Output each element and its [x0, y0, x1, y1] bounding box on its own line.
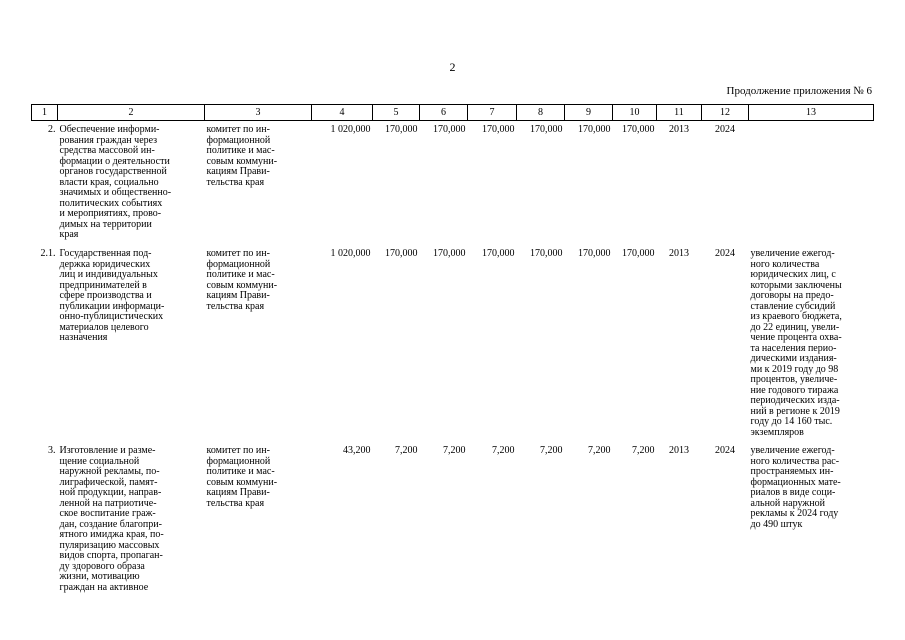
- row-number: 3.: [48, 445, 56, 456]
- year-amount: 170,000: [622, 124, 655, 135]
- total-amount: 1 020,000: [330, 248, 371, 259]
- year-amount: 170,000: [530, 124, 563, 135]
- expected-result: [749, 121, 874, 248]
- total-amount: 43,200: [343, 445, 371, 456]
- column-header: 1: [32, 105, 58, 121]
- column-header: 4: [312, 105, 373, 121]
- year-amount: 7,200: [632, 445, 655, 456]
- year-amount: 7,200: [540, 445, 563, 456]
- year-amount: 170,000: [530, 248, 563, 259]
- total-amount: 1 020,000: [330, 124, 371, 135]
- table-row: [32, 444, 874, 593]
- start-year: 2013: [669, 445, 689, 456]
- column-header: 6: [420, 105, 468, 121]
- column-header: 8: [517, 105, 565, 121]
- executor: комитет по ин- формационной политике и мас- совым коммуни- кациям Прави- тельства края: [206, 124, 278, 188]
- expected-result: увеличение ежегод- ного количества юридических лиц, с которыми заключены договоры на предо- ставление субсидий из краевого бюджета, до 22 единиц, увели- чение процента охва- та населения перио- дическими издания- ми к 2019 году до 98 процентов, увеличе- ние годового тиража периодических изда- ний в регионе к 2019 году до 14 160 тыс. экземпляров: [750, 248, 842, 438]
- column-header: 13: [749, 105, 874, 121]
- year-amount: 7,200: [443, 445, 466, 456]
- executor: комитет по ин- формационной политике и мас- совым коммуни- кациям Прави- тельства края: [206, 445, 278, 509]
- program-measures-table: [31, 104, 874, 593]
- executor: комитет по ин- формационной политике и мас- совым коммуни- кациям Прави- тельства края: [206, 248, 278, 312]
- year-amount: 7,200: [588, 445, 611, 456]
- table-header-row: [32, 105, 874, 121]
- column-header: 11: [657, 105, 702, 121]
- column-header: 5: [373, 105, 420, 121]
- row-number: 2.: [48, 124, 56, 135]
- year-amount: 170,000: [482, 248, 515, 259]
- measure-name: Изготовление и разме- щение социальной наружной рекламы, по- лиграфической, памят- ной продукции, направ- ленной на патриотиче- ское воспитание граж- дан, создание благопри- ятного имиджа края, по- пуляризацию массовых видов спорта, пропаган- ду здорового образа жизни, мотивацию граждан на активное: [59, 445, 164, 593]
- table-row: [32, 121, 874, 248]
- column-header: 7: [468, 105, 517, 121]
- start-year: 2013: [669, 124, 689, 135]
- expected-result: увеличение ежегод- ного количества рас- пространяемых ин- формационных мате- риалов в виде соци- альной наружной рекламы к 2024 году до 490 штук: [750, 445, 841, 530]
- year-amount: 170,000: [433, 248, 466, 259]
- column-header: 9: [565, 105, 613, 121]
- end-year: 2024: [715, 248, 735, 259]
- year-amount: 170,000: [578, 248, 611, 259]
- year-amount: 170,000: [385, 248, 418, 259]
- measure-name: Обеспечение информи- рования граждан через средства массовой ин- формации о деятельности органов государственной власти края, социально значимых и общественно- политических событиях и мероприятиях, прово- димых на территории края: [59, 124, 172, 240]
- column-header: 12: [702, 105, 749, 121]
- column-header: 2: [58, 105, 205, 121]
- row-number: 2.1.: [40, 248, 56, 259]
- end-year: 2024: [715, 124, 735, 135]
- year-amount: 170,000: [622, 248, 655, 259]
- year-amount: 170,000: [578, 124, 611, 135]
- page-number: 2: [449, 60, 456, 74]
- year-amount: 7,200: [395, 445, 418, 456]
- column-header: 10: [613, 105, 657, 121]
- measure-name: Государственная под- держка юридических лиц и индивидуальных предпринимателей в сфере производства и публикации информаци- онно-публицистических материалов целевого назначения: [59, 248, 165, 343]
- column-header: 3: [205, 105, 312, 121]
- start-year: 2013: [669, 248, 689, 259]
- year-amount: 170,000: [482, 124, 515, 135]
- year-amount: 170,000: [385, 124, 418, 135]
- table-row: [32, 247, 874, 444]
- year-amount: 7,200: [492, 445, 515, 456]
- appendix-continuation-label: Продолжение приложения № 6: [726, 85, 872, 97]
- year-amount: 170,000: [433, 124, 466, 135]
- end-year: 2024: [715, 445, 735, 456]
